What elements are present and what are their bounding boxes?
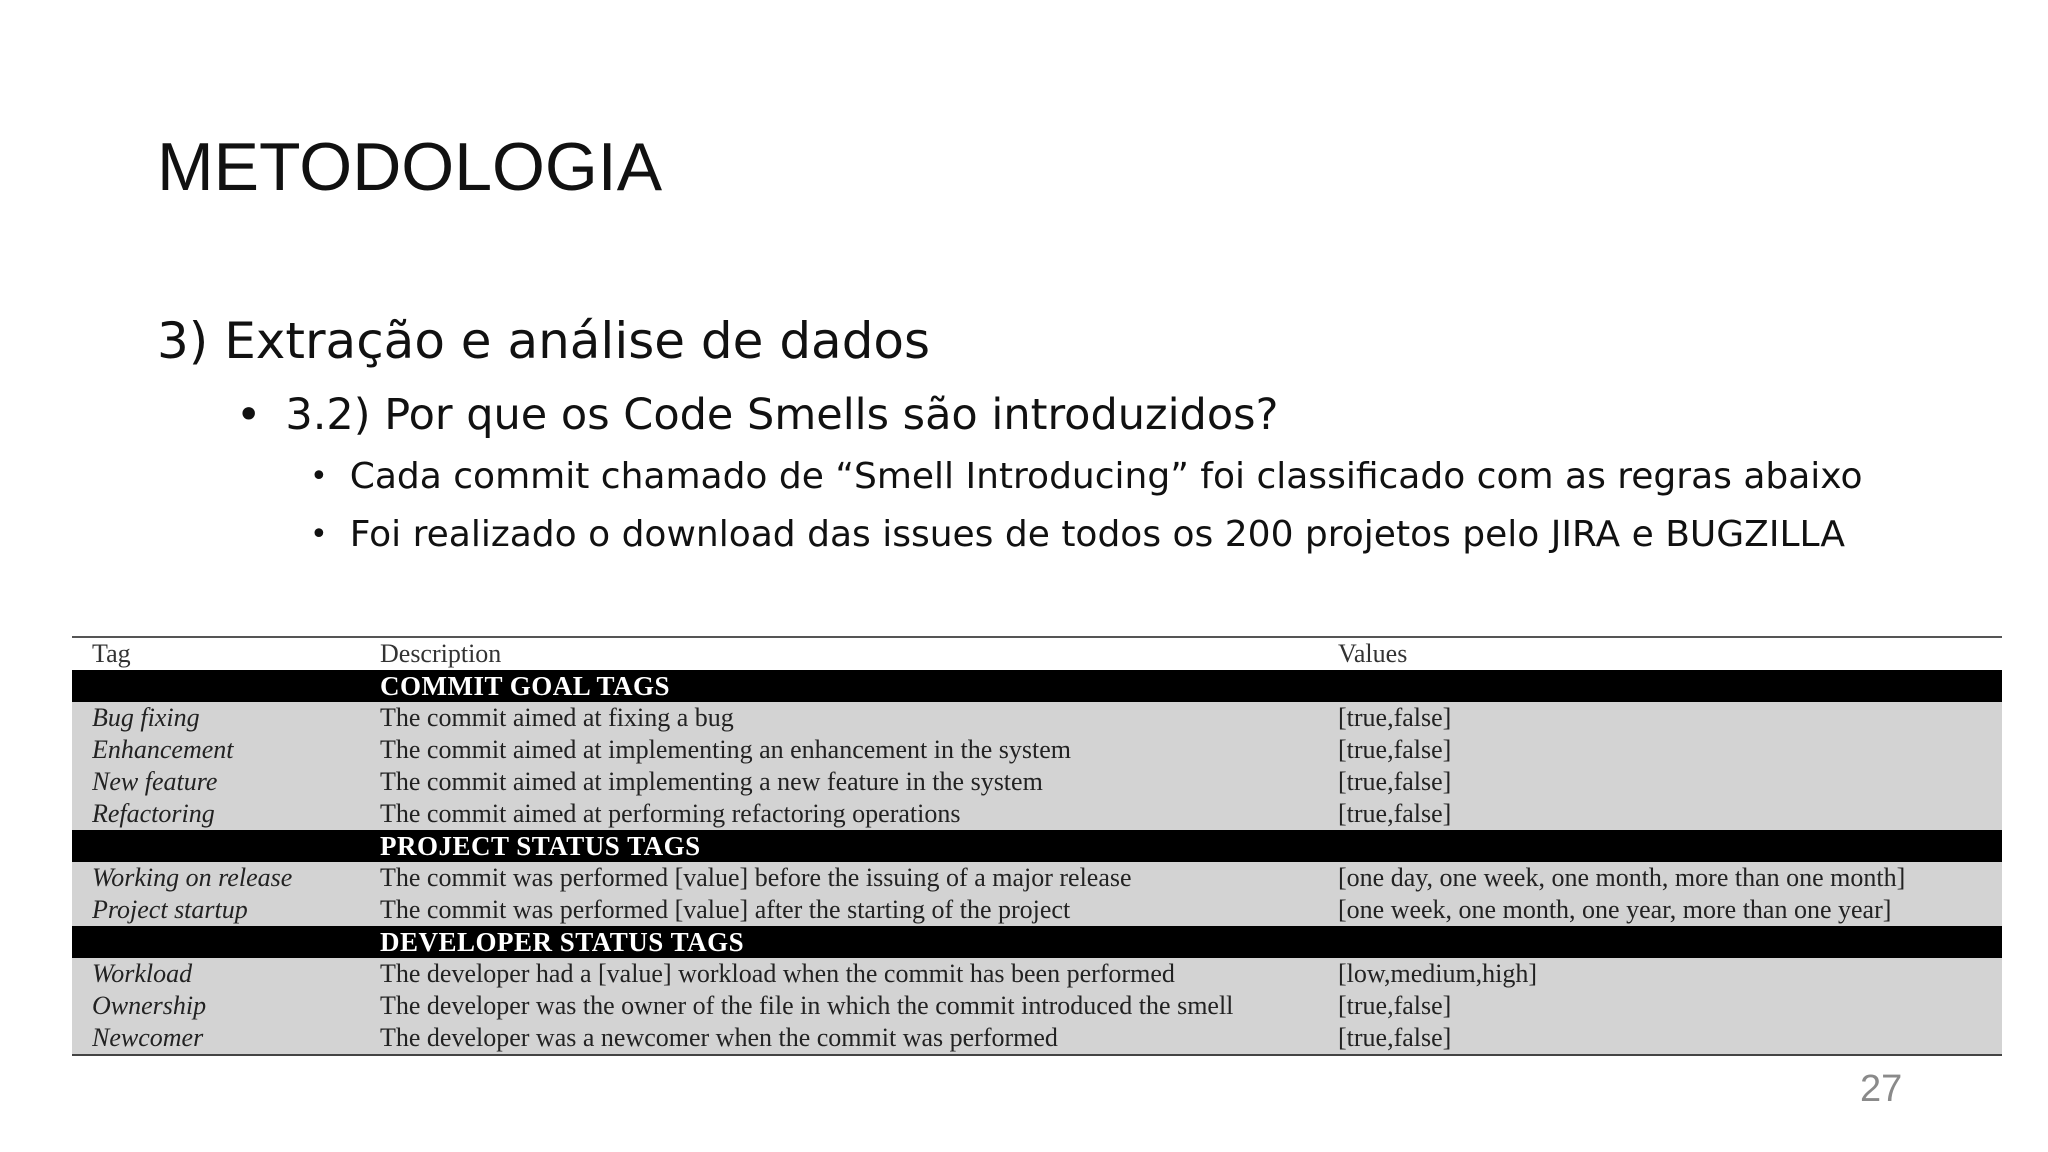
description-cell: The developer was the owner of the file in which the commit introduced the smell bbox=[380, 991, 1234, 1020]
slide-title: METODOLOGIA bbox=[157, 129, 663, 205]
section-title: DEVELOPER STATUS TAGS bbox=[380, 927, 745, 957]
bullet-text: Cada commit chamado de “Smell Introducing” foi classificado com as regras abaixo bbox=[349, 456, 1863, 497]
table-row bbox=[72, 734, 2002, 766]
page-number: 27 bbox=[1860, 1068, 1903, 1110]
bullet-item bbox=[310, 514, 1845, 555]
values-cell: [true,false] bbox=[1338, 991, 1452, 1020]
tag-cell: New feature bbox=[92, 767, 218, 796]
table-row bbox=[72, 894, 2002, 926]
table-row bbox=[72, 702, 2002, 734]
subheading-text: 3.2) Por que os Code Smells são introduzidos? bbox=[285, 390, 1279, 440]
tag-cell: Working on release bbox=[92, 863, 293, 892]
values-cell: [true,false] bbox=[1338, 799, 1452, 828]
values-cell: [one week, one month, one year, more than one year] bbox=[1338, 895, 1892, 924]
description-cell: The commit aimed at implementing a new feature in the system bbox=[380, 767, 1043, 796]
tag-cell: Ownership bbox=[92, 991, 207, 1020]
header-values: Values bbox=[1338, 639, 1408, 668]
header-tag: Tag bbox=[92, 639, 131, 668]
tag-cell: Bug fixing bbox=[92, 703, 200, 732]
table-row bbox=[72, 1022, 2002, 1055]
section-heading: 3) Extração e análise de dados bbox=[157, 312, 931, 370]
values-cell: [true,false] bbox=[1338, 735, 1452, 764]
tag-cell: Refactoring bbox=[92, 799, 215, 828]
table-row bbox=[72, 990, 2002, 1022]
section-row bbox=[72, 926, 2002, 958]
bullet-text: Foi realizado o download das issues de todos os 200 projetos pelo JIRA e BUGZILLA bbox=[349, 514, 1846, 555]
tag-cell: Project startup bbox=[92, 895, 248, 924]
table-row bbox=[72, 766, 2002, 798]
values-cell: [true,false] bbox=[1338, 767, 1452, 796]
description-cell: The developer was a newcomer when the commit was performed bbox=[380, 1023, 1058, 1052]
values-cell: [true,false] bbox=[1338, 703, 1452, 732]
bullet-icon: • bbox=[310, 517, 328, 552]
table-row bbox=[72, 958, 2002, 990]
values-cell: [true,false] bbox=[1338, 1023, 1452, 1052]
description-cell: The commit was performed [value] before the issuing of a major release bbox=[380, 863, 1132, 892]
tag-cell: Workload bbox=[92, 959, 193, 988]
values-cell: [one day, one week, one month, more than one month] bbox=[1338, 863, 1906, 892]
section-row bbox=[72, 830, 2002, 862]
description-cell: The commit aimed at performing refactoring operations bbox=[380, 799, 961, 828]
description-cell: The developer had a [value] workload when the commit has been performed bbox=[380, 959, 1175, 988]
tag-cell: Enhancement bbox=[92, 735, 234, 764]
values-cell: [low,medium,high] bbox=[1338, 959, 1538, 988]
bullet-icon: • bbox=[310, 459, 328, 494]
description-cell: The commit was performed [value] after the starting of the project bbox=[380, 895, 1071, 924]
table-header-row bbox=[72, 637, 2002, 670]
subheading-item bbox=[236, 390, 1278, 440]
tag-cell: Newcomer bbox=[92, 1023, 204, 1052]
bullet-item bbox=[310, 456, 1863, 497]
section-title: PROJECT STATUS TAGS bbox=[380, 831, 701, 861]
section-title: COMMIT GOAL TAGS bbox=[380, 671, 671, 701]
header-description: Description bbox=[380, 639, 502, 668]
description-cell: The commit aimed at fixing a bug bbox=[380, 703, 734, 732]
table-row bbox=[72, 862, 2002, 894]
description-cell: The commit aimed at implementing an enhancement in the system bbox=[380, 735, 1071, 764]
bullet-icon: • bbox=[236, 390, 262, 440]
section-row bbox=[72, 670, 2002, 702]
tags-table bbox=[72, 636, 2002, 1056]
table-row bbox=[72, 798, 2002, 830]
